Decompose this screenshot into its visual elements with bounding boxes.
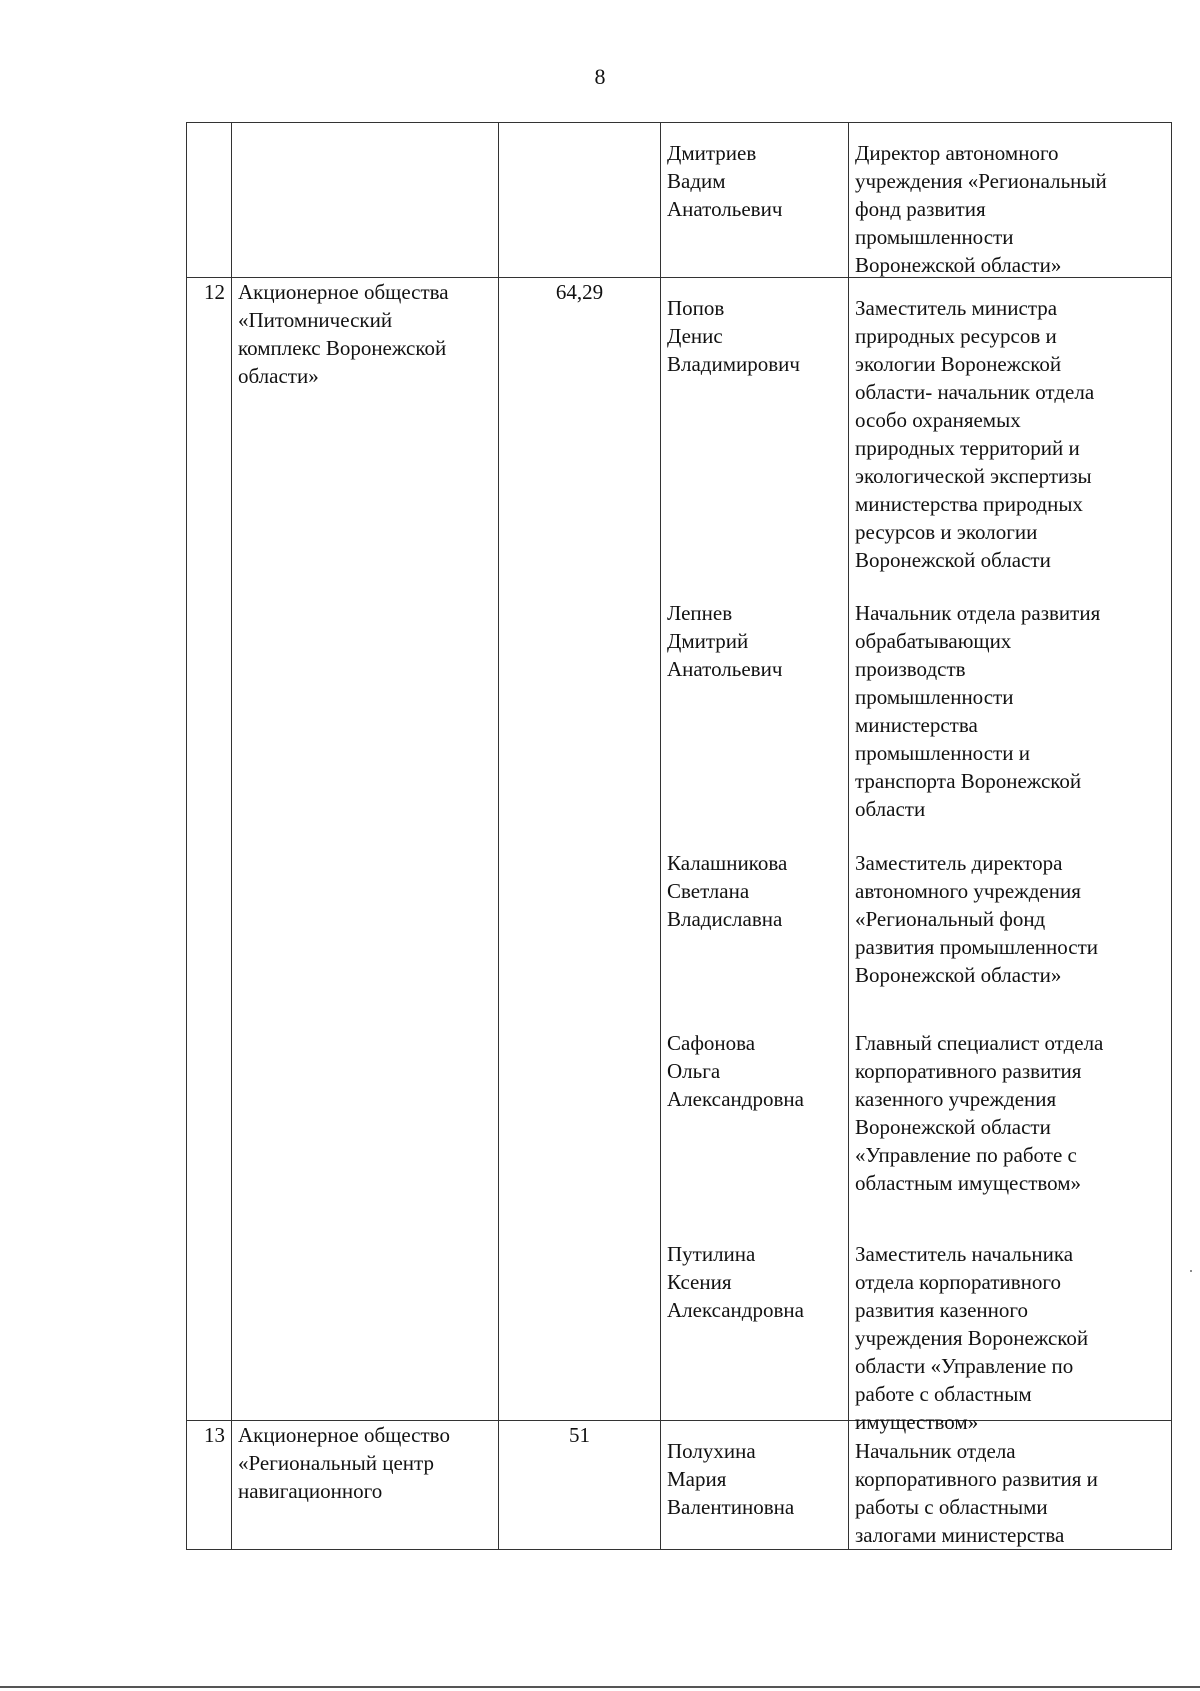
person-position: Заместитель начальника отдела корпоративного развития казенного учреждения Воронежской области «Управление по работе с областным имуществом» <box>855 1242 1089 1434</box>
person-cell <box>661 123 849 278</box>
person-position: Начальник отдела корпоративного развития и работы с областными залогами министерства <box>855 1439 1098 1547</box>
organization-name <box>232 1421 499 1550</box>
person-position: Начальник отдела развития обрабатывающих производств промышленности министерства промышленности и транспорта Воронежской области <box>855 601 1101 821</box>
person-name: Лепнев Дмитрий Анатольевич <box>667 601 783 681</box>
position-cell <box>849 278 1172 1434</box>
organization-name <box>232 123 499 278</box>
person-position: Главный специалист отдела корпоративного развития казенного учреждения Воронежской области «Управление по работе с областным имуществом» <box>855 1031 1104 1195</box>
row-number: 12 <box>187 278 232 1421</box>
scan-bottom-line <box>0 1686 1200 1688</box>
person-name: Полухина Мария Валентиновна <box>667 1439 795 1519</box>
person-position: Директор автономного учреждения «Региональный фонд развития промышленности Воронежской области» <box>855 141 1107 277</box>
organization-name <box>232 278 499 1421</box>
person-name: Путилина Ксения Александровна <box>667 1242 804 1322</box>
organization-name-text: Акционерное общества «Питомнический комплекс Воронежской области» <box>238 280 449 388</box>
person-name: Калашникова Светлана Владиславна <box>667 851 788 931</box>
row-number: 13 <box>187 1421 232 1550</box>
person-position: Заместитель министра природных ресурсов и экологии Воронежской области- начальник отдела особо охраняемых природных территорий и экологической экспертизы министерства природных ресурсов и экологии Воронежской области <box>855 296 1095 572</box>
state-share <box>499 123 661 278</box>
person-position: Заместитель директора автономного учреждения «Региональный фонд развития промышленности Воронежской области» <box>855 851 1099 987</box>
state-share: 51 <box>499 1421 661 1550</box>
scan-speck <box>1190 1270 1192 1272</box>
person-name: Дмитриев Вадим Анатольевич <box>667 141 783 221</box>
table-row <box>187 123 1172 278</box>
page-number: 8 <box>594 64 606 89</box>
table-row <box>187 1421 1172 1550</box>
person-cell <box>661 1421 849 1550</box>
row-number <box>187 123 232 278</box>
organization-name-text: Акционерное общество «Региональный центр навигационного <box>238 1423 450 1503</box>
position-cell <box>849 1421 1172 1550</box>
state-share: 64,29 <box>499 278 661 1421</box>
table-row <box>187 278 1172 1421</box>
position-cell <box>849 123 1172 278</box>
members-table <box>186 122 1172 1550</box>
person-cell <box>661 278 849 1421</box>
person-name: Сафонова Ольга Александровна <box>667 1031 804 1111</box>
person-name: Попов Денис Владимирович <box>667 296 800 376</box>
